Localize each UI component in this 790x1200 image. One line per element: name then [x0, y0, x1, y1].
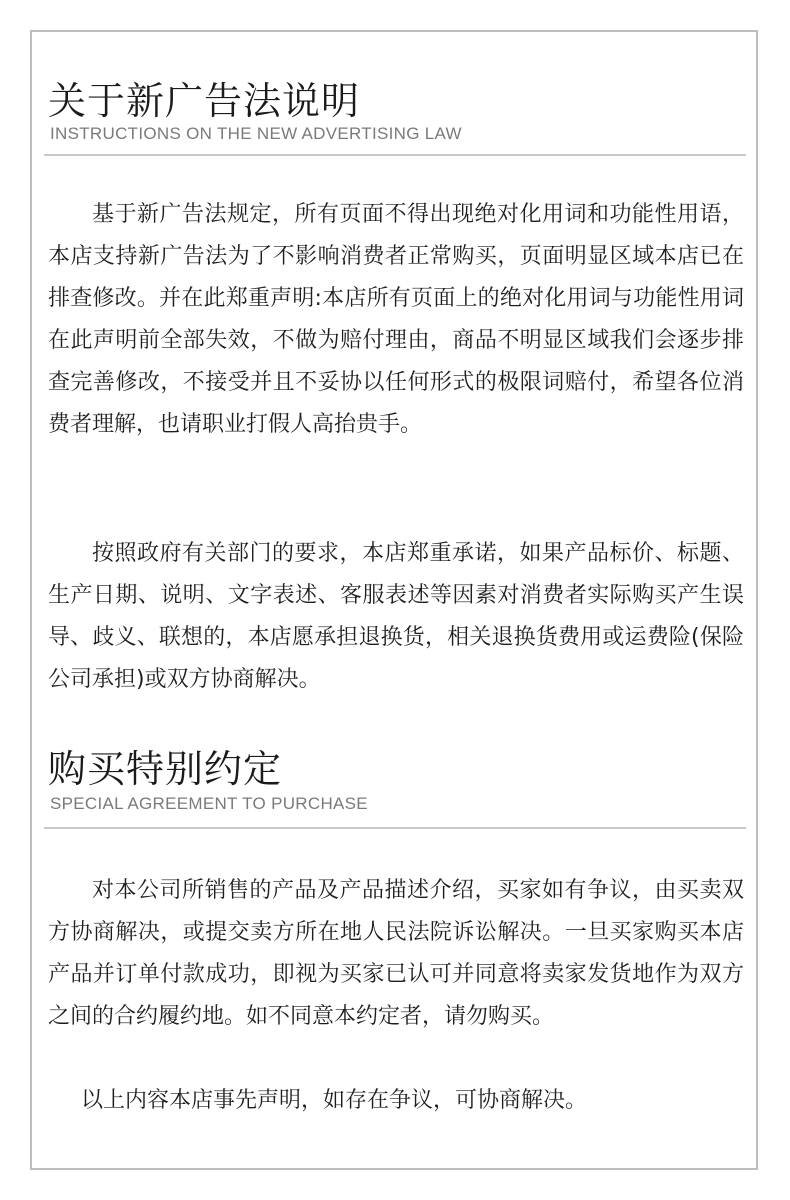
section-divider [44, 827, 746, 829]
paragraph-purchase-agreement-1: 对本公司所销售的产品及产品描述介绍，买家如有争议，由买卖双方协商解决，或提交卖方所在地人民法院诉讼解决。一旦买家购买本店产品并订单付款成功，即视为买家已认可并同意将卖家发货地作为双方之间的合约履约地。如不同意本约定者，请勿购买。 [48, 878, 744, 1029]
paragraph-purchase-agreement-2: 以上内容本店事先声明，如存在争议，可协商解决。 [81, 1088, 588, 1113]
notice-frame [30, 30, 758, 1170]
section-divider [44, 154, 746, 156]
paragraph-advertising-law-1: 基于新广告法规定，所有页面不得出现绝对化用词和功能性用语，本店支持新广告法为了不影响消费者正常购买，页面明显区域本店已在排查修改。并在此郑重声明:本店所有页面上的绝对化用词与功能性用词在此声明前全部失效，不做为赔付理由，商品不明显区域我们会逐步排查完善修改，不接受并且不妥协以任何形式的极限词赔付，希望各位消费者理解，也请职业打假人高抬贵手。 [48, 202, 744, 437]
section-subtitle-advertising-law: INSTRUCTIONS ON THE NEW ADVERTISING LAW [50, 124, 462, 143]
section-title-purchase-agreement: 购买特别约定 [48, 747, 283, 791]
paragraph-advertising-law-2: 按照政府有关部门的要求，本店郑重承诺，如果产品标价、标题、生产日期、说明、文字表述、客服表述等因素对消费者实际购买产生误导、歧义、联想的，本店愿承担退换货，相关退换货费用或运费险(保险公司承担)或双方协商解决。 [48, 541, 744, 692]
section-title-advertising-law: 关于新广告法说明 [48, 79, 361, 123]
section-subtitle-purchase-agreement: SPECIAL AGREEMENT TO PURCHASE [50, 794, 368, 813]
